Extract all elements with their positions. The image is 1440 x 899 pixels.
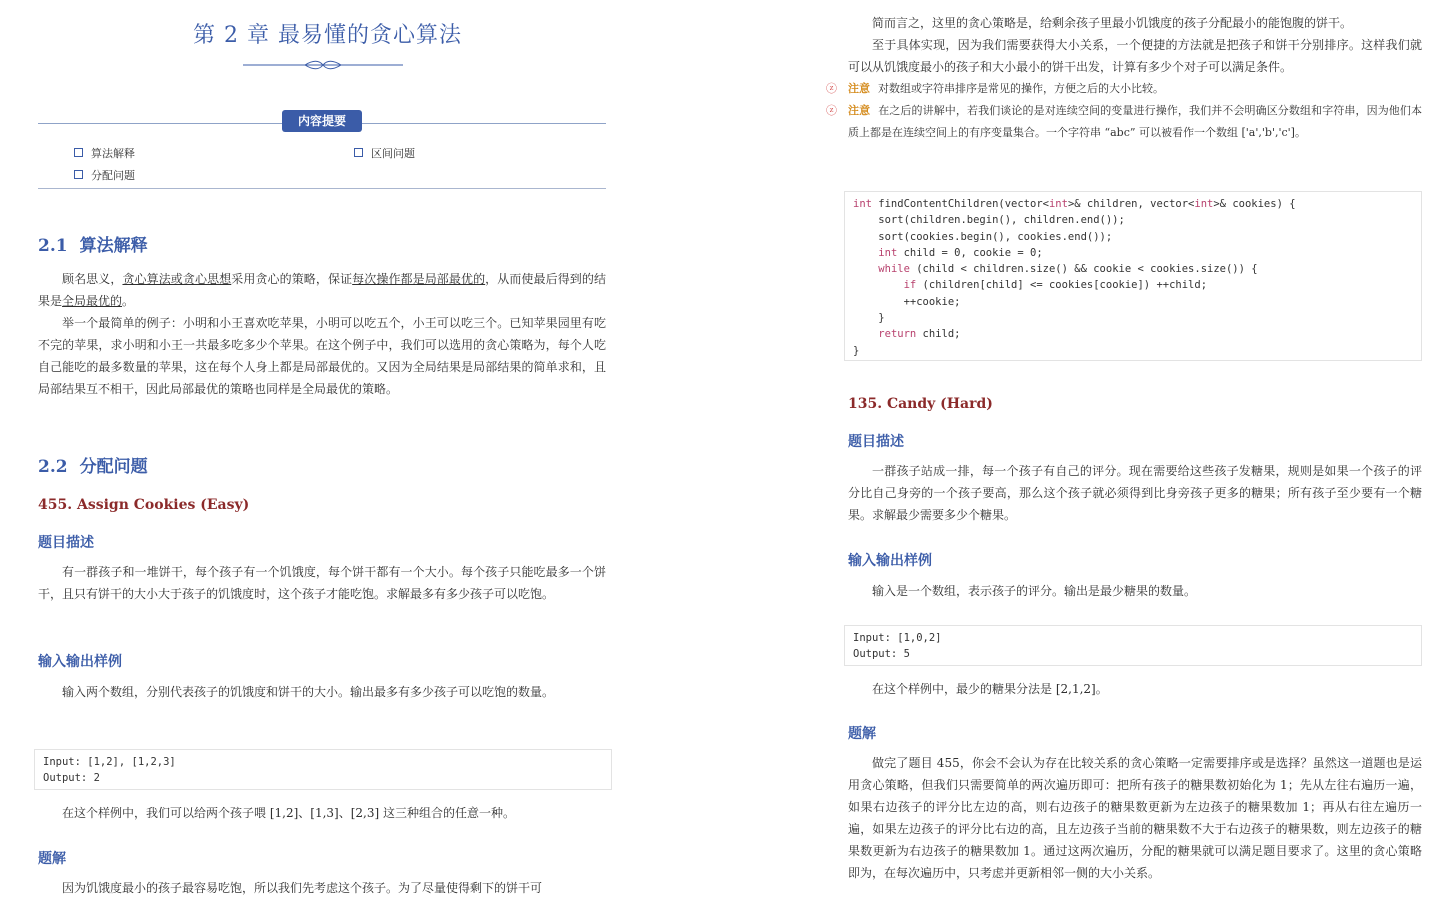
code-block: int findContentChildren(vector<int>& children, vector<int>& cookies) { sort(children.begin(), children.end()); sort(cookies.begin(), cookies.end()); int child = 0, cookie = 0; while (child < children.size() && cookie < cookies.size()) { if (children[child] <= cookies[cookie]) ++child; ++cookie; } return child; } — [844, 191, 1422, 361]
problem-title: 455. Assign Cookies (Easy) — [38, 497, 250, 513]
section-heading-2-1: 2.1 算法解释 — [38, 236, 148, 256]
summary-badge: 内容提要 — [282, 110, 362, 132]
margin-annotation-icon: ⓩ — [826, 82, 837, 95]
subheading: 题解 — [848, 726, 876, 742]
code-block: Input: [1,0,2] Output: 5 — [844, 625, 1422, 666]
code-block: Input: [1,2], [1,2,3] Output: 2 — [34, 749, 612, 790]
paragraph: 有一群孩子和一堆饼干，每个孩子有一个饥饿度，每个饼干都有一个大小。每个孩子只能吃最多一个饼干，且只有饼干的大小大于孩子的饥饿度时，这个孩子才能吃饱。求解最多有多少孩子可以吃饱。 — [38, 565, 606, 601]
paragraph: 因为饥饿度最小的孩子最容易吃饱，所以我们先考虑这个孩子。为了尽量使得剩下的饼干可 — [62, 881, 543, 895]
paragraph: 举一个最简单的例子：小明和小王喜欢吃苹果，小明可以吃五个，小王可以吃三个。已知苹果园里有吃不完的苹果，求小明和小王一共最多吃多少个苹果。在这个例子中，我们可以选用的贪心策略为，每个人吃自己能吃的最多数量的苹果，这在每个人身上都是局部最优的。又因为全局结果是局部结果的简单求和，且局部结果互不相干，因此局部最优的策略也同样是全局最优的策略。 — [38, 316, 606, 396]
title-ornament-icon — [243, 60, 403, 70]
section-heading-2-2: 2.2 分配问题 — [38, 457, 148, 477]
subheading: 题解 — [38, 851, 66, 867]
summary-item: 分配问题 — [74, 167, 135, 183]
margin-annotation-icon: ⓩ — [826, 104, 837, 117]
paragraph: 简而言之，这里的贪心策略是，给剩余孩子里最小饥饿度的孩子分配最小的能饱腹的饼干。 — [872, 16, 1353, 30]
paragraph: 顾名思义，贪心算法或贪心思想采用贪心的策略，保证每次操作都是局部最优的，从而使最后得到的结果是全局最优的。 — [38, 272, 606, 308]
subheading: 输入输出样例 — [38, 654, 122, 670]
checkbox-square-icon — [74, 170, 83, 179]
paragraph: 输入两个数组，分别代表孩子的饥饿度和饼干的大小。输出最多有多少孩子可以吃饱的数量。 — [62, 685, 555, 699]
paragraph: 输入是一个数组，表示孩子的评分。输出是最少糖果的数量。 — [872, 584, 1197, 598]
summary-item: 算法解释 — [74, 145, 135, 161]
summary-item: 区间问题 — [354, 145, 415, 161]
checkbox-square-icon — [74, 148, 83, 157]
subheading: 题目描述 — [38, 535, 94, 551]
problem-title: 135. Candy (Hard) — [848, 396, 993, 412]
subheading: 输入输出样例 — [848, 553, 932, 569]
paragraph: 一群孩子站成一排，每一个孩子有自己的评分。现在需要给这些孩子发糖果，规则是如果一个孩子的评分比自己身旁的一个孩子要高，那么这个孩子就必须得到比身旁孩子更多的糖果；所有孩子至少要有一个糖果。求解最少需要多少个糖果。 — [848, 464, 1422, 522]
checkbox-square-icon — [354, 148, 363, 157]
note: ⓩ 注意 在之后的讲解中，若我们谈论的是对连续空间的变量进行操作，我们并不会明确区分数组和字符串，因为他们本质上都是在连续空间上的有序变量集合。一个字符串 “abc” 可以被看作一个数组 ['a','b','c']。 — [848, 100, 1422, 144]
summary-divider — [38, 188, 606, 189]
subheading: 题目描述 — [848, 434, 904, 450]
paragraph: 做完了题目 455，你会不会认为存在比较关系的贪心策略一定需要排序或是选择？虽然这一道题也是运用贪心策略，但我们只需要简单的两次遍历即可：把所有孩子的糖果数初始化为 1；先从左往右遍历一遍，如果右边孩子的评分比左边的高，则右边孩子的糖果数更新为左边孩子的糖果数加 1；再从右往左遍历一遍，如果左边孩子的评分比右边的高，且左边孩子当前的糖果数不大于右边孩子的糖果数，则左边孩子的糖果数更新为右边孩子的糖果数加 1。通过这两次遍历，分配的糖果就可以满足题目要求了。这里的贪心策略即为，在每次遍历中，只考虑并更新相邻一侧的大小关系。 — [848, 756, 1422, 880]
note: ⓩ 注意 对数组或字符串排序是常见的操作，方便之后的大小比较。 — [848, 78, 1422, 100]
paragraph: 至于具体实现，因为我们需要获得大小关系，一个便捷的方法就是把孩子和饼干分别排序。这样我们就可以从饥饿度最小的孩子和大小最小的饼干出发，计算有多少个对子可以满足条件。 — [848, 38, 1422, 74]
paragraph: 在这个样例中，我们可以给两个孩子喂 [1,2]、[1,3]、[2,3] 这三种组合的任意一种。 — [62, 806, 515, 820]
chapter-title: 第 2 章 最易懂的贪心算法 — [193, 23, 462, 48]
paragraph: 在这个样例中，最少的糖果分法是 [2,1,2]。 — [872, 682, 1108, 696]
